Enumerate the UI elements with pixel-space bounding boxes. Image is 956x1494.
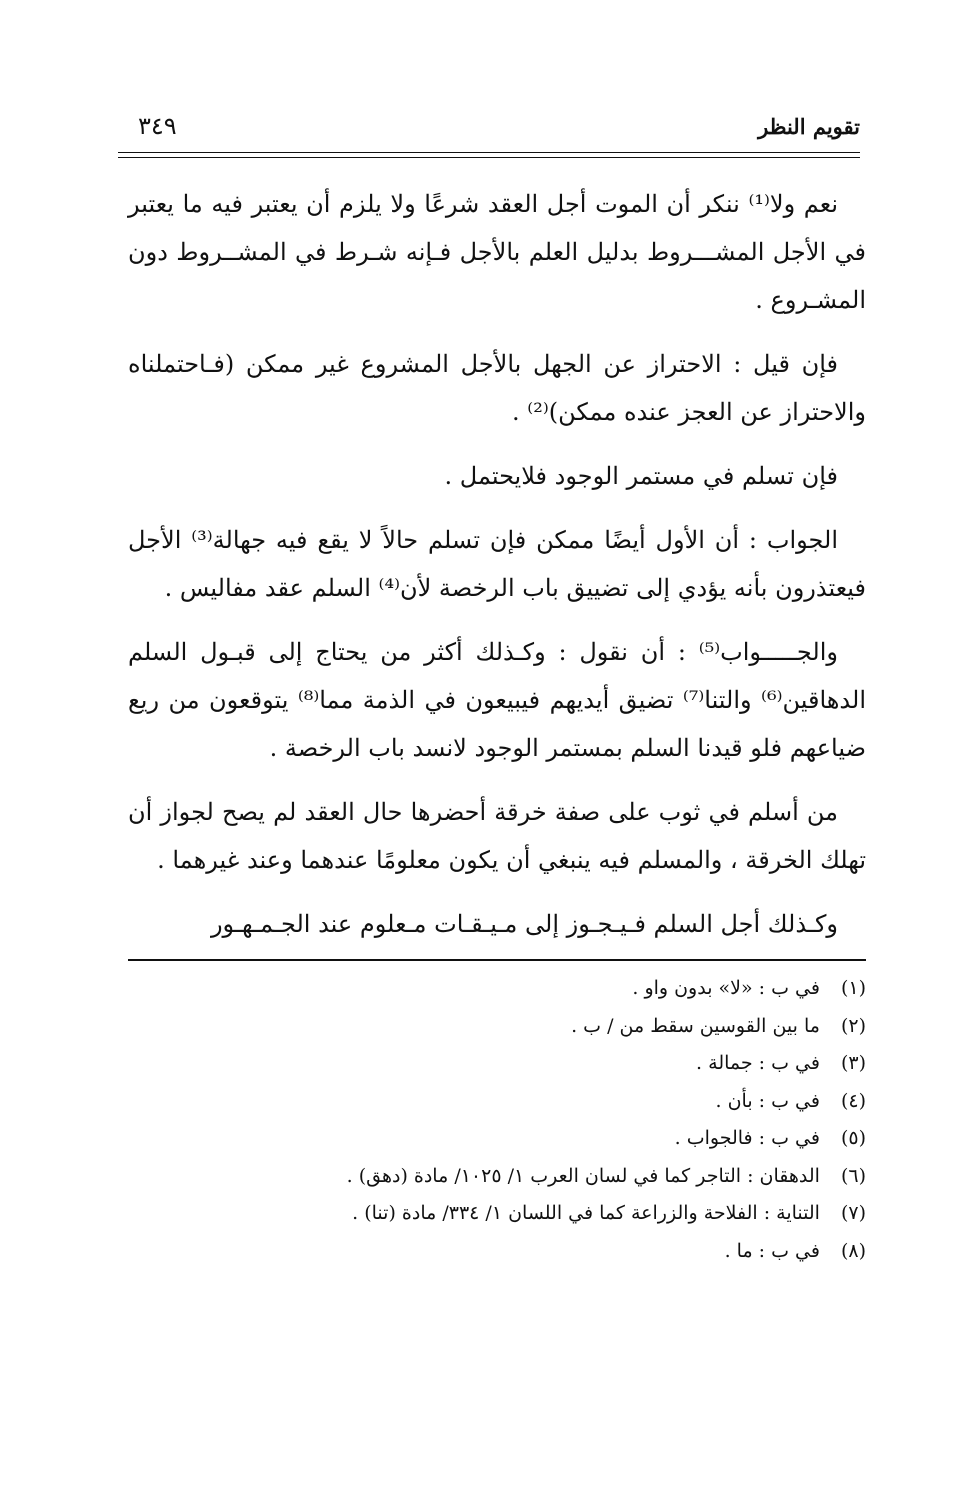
footnote-number: (٣) xyxy=(840,1052,866,1074)
footnote-number: (٨) xyxy=(840,1239,866,1262)
footnote-separator xyxy=(128,959,866,961)
footnote xyxy=(128,1233,866,1271)
footnote-text: في ب : جمالة . xyxy=(696,1052,820,1074)
paragraph: والجـــــواب⁽⁵⁾ : أن نقول : وكـذلك أكثر من يحتاج إلى قبـول السلم الدهاقين⁽⁶⁾ والتنا⁽⁷⁾ تضيق أيديهم فيبيعون في الذمة مما⁽⁸⁾ يتوقعون من ريع ضياعهم فلو قيدنا السلم بمستمر الوجود لانسد باب الرخصة . xyxy=(128,638,867,762)
footnote-number: (١) xyxy=(840,977,866,999)
footnote xyxy=(128,1120,866,1158)
main-text xyxy=(128,180,866,954)
footnote-number: (٢) xyxy=(840,1014,866,1037)
footnote-text: الدهقان : التاجر كما في لسان العرب ١/ ١٠٢٥/ مادة (دهق) . xyxy=(346,1164,820,1187)
footnote xyxy=(128,1008,866,1046)
paragraph: من أسلم في ثوب على صفة خرقة أحضرها حال العقد لم يصح لجواز أن تهلك الخرقة ، والمسلم فيه ينبغي أن يكون معلومًا عندهما وعند غيرهما . xyxy=(128,798,866,874)
footnote-text: في ب : بأن . xyxy=(715,1089,820,1112)
footnote xyxy=(128,1158,866,1196)
paragraph: فإن تسلم في مستمر الوجود فلايحتمل . xyxy=(444,462,838,490)
header-rule xyxy=(118,152,860,153)
footnote-text: التناية : الفلاحة والزراعة كما في اللسان ١/ ٣٣٤/ مادة (تنا) . xyxy=(352,1202,820,1224)
footnote-number: (٥) xyxy=(840,1127,866,1149)
footnote-number: (٦) xyxy=(840,1164,866,1187)
paragraph: الجواب : أن الأول أيضًا ممكن فإن تسلم حالاً لا يقع فيه جهالة⁽³⁾ الأجل فيعتذرون بأنه يؤدي إلى تضييق باب الرخصة لأن⁽⁴⁾ السلم عقد مفاليس . xyxy=(128,526,866,602)
footnote xyxy=(128,1083,866,1121)
footnote-text: في ب : فالجواب . xyxy=(674,1127,820,1149)
footnote-number: (٤) xyxy=(840,1089,866,1112)
footnote-text: في ب : «لا» بدون واو . xyxy=(632,977,820,999)
footnote xyxy=(128,1045,866,1083)
running-title: تقويم النظر xyxy=(758,114,860,139)
page-number: ٣٤٩ xyxy=(138,112,177,140)
footnote-text: في ب : ما . xyxy=(724,1239,820,1262)
footnote xyxy=(128,1195,866,1233)
footnote xyxy=(128,970,866,1008)
header-rule-double xyxy=(118,157,860,158)
page-header xyxy=(118,110,860,152)
footnotes-list xyxy=(128,970,866,1270)
paragraph: نعم ولا⁽¹⁾ ننكر أن الموت أجل العقد شرعًا ولا يلزم أن يعتبر فيه ما يعتبر في الأجل المشـــروط بدليل العلم بالأجل فـإنه شـرط في المشــروط دون المشـروع . xyxy=(128,190,866,314)
footnote-number: (٧) xyxy=(840,1202,866,1224)
footnote-text: ما بين القوسين سقط من / ب . xyxy=(571,1014,820,1037)
paragraph: وكـذلك أجل السلم فـيـجـوز إلى مـيـقـات مـعلوم عند الجـمـهـور xyxy=(210,910,838,938)
paragraph: فإن قيل : الاحتراز عن الجهل بالأجل المشروع غير ممكن (فـاحتملناه والاحتراز عن العجز عنده ممكن)⁽²⁾ . xyxy=(128,350,866,426)
